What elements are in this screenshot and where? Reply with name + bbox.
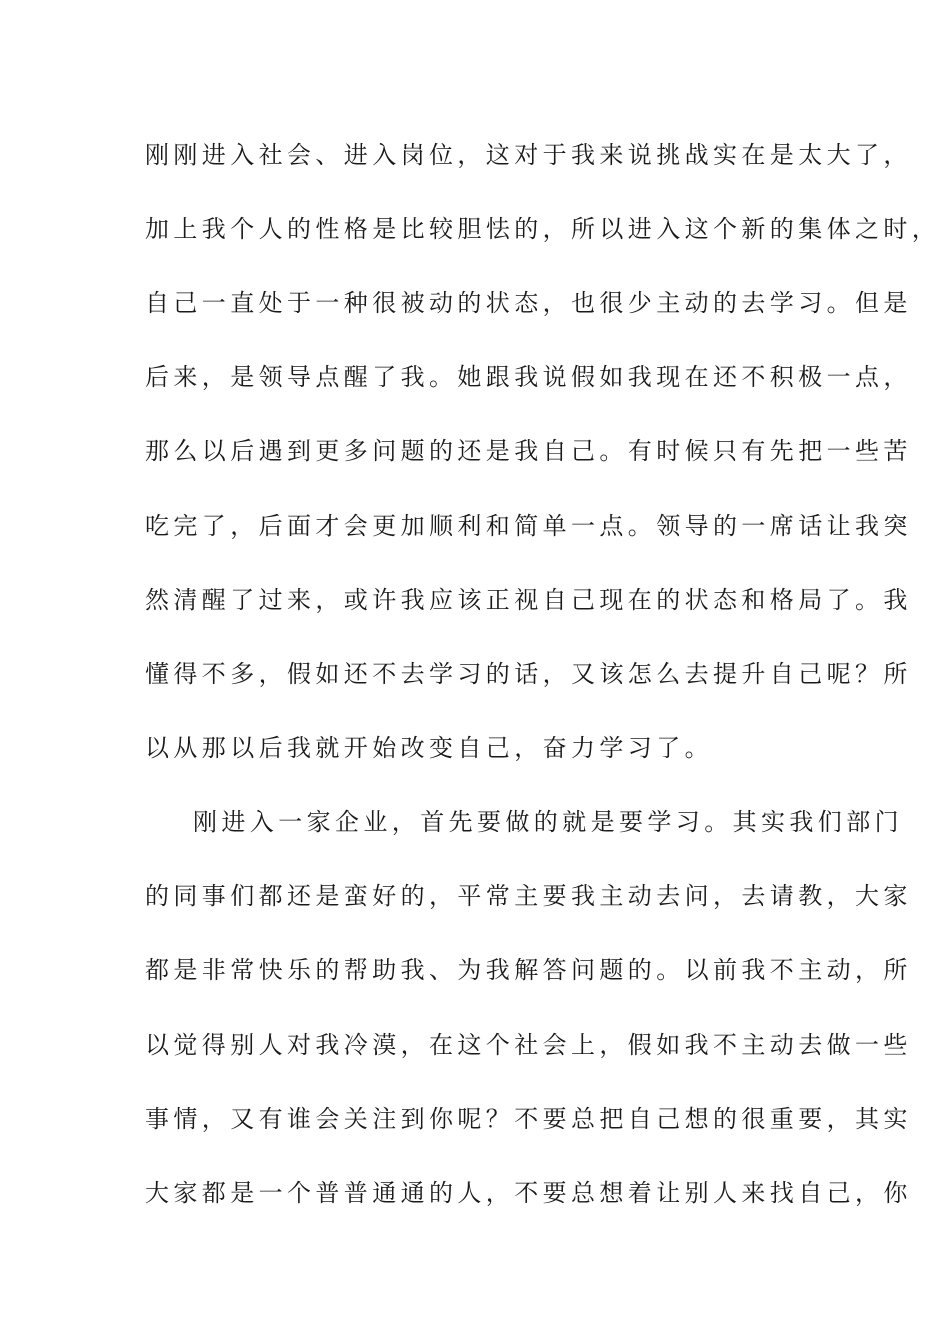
- text-line: 以觉得别人对我冷漠，在这个社会上，假如我不主动去做一些: [145, 1031, 912, 1059]
- text-line: 懂得不多，假如还不去学习的话，又该怎么去提升自己呢？所: [145, 660, 912, 688]
- text-line: 自己一直处于一种很被动的状态，也很少主动的去学习。但是: [145, 289, 912, 317]
- paragraph-first-line: 刚进入一家企业，首先要做的就是要学习。其实我们部门: [193, 808, 903, 836]
- text-line: 然清醒了过来，或许我应该正视自己现在的状态和格局了。我: [145, 586, 912, 614]
- text-line: 加上我个人的性格是比较胆怯的，所以进入这个新的集体之时，: [145, 215, 941, 243]
- text-line: 事情，又有谁会关注到你呢？不要总把自己想的很重要，其实: [145, 1105, 912, 1133]
- text-line: 那么以后遇到更多问题的还是我自己。有时候只有先把一些苦: [145, 437, 912, 465]
- text-line: 的同事们都还是蛮好的，平常主要我主动去问，去请教，大家: [145, 882, 912, 910]
- text-line: 都是非常快乐的帮助我、为我解答问题的。以前我不主动，所: [145, 956, 912, 984]
- text-line: 后来，是领导点醒了我。她跟我说假如我现在还不积极一点，: [145, 363, 912, 391]
- text-line: 大家都是一个普普通通的人，不要总想着让别人来找自己，你: [145, 1179, 912, 1207]
- text-line: 吃完了，后面才会更加顺利和简单一点。领导的一席话让我突: [145, 512, 912, 540]
- text-line: 刚刚进入社会、进入岗位，这对于我来说挑战实在是太大了，: [145, 141, 912, 169]
- text-line: 以从那以后我就开始改变自己，奋力学习了。: [145, 734, 713, 762]
